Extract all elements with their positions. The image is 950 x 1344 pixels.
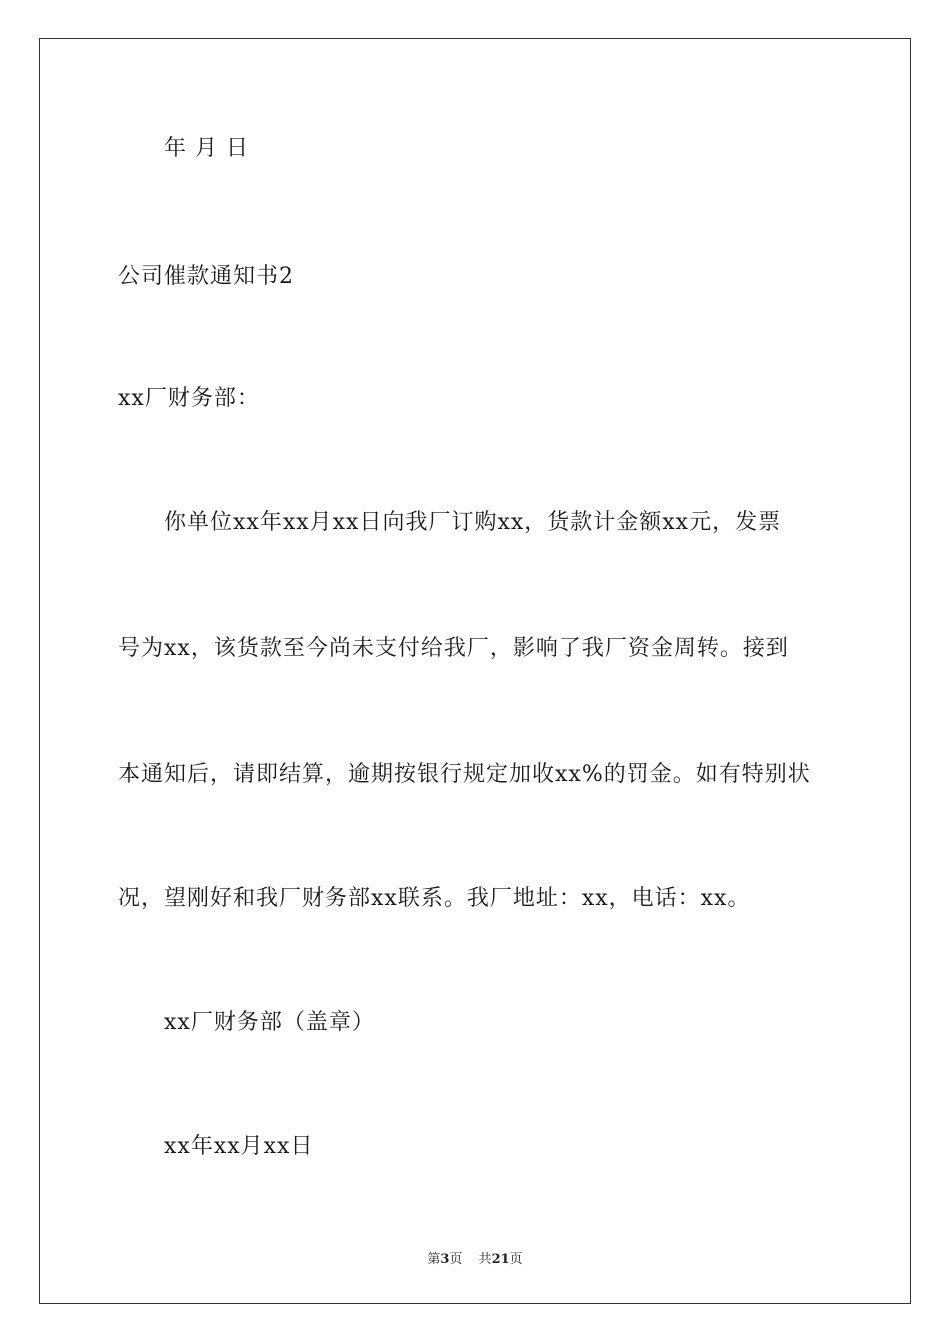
page-prefix: 第 xyxy=(427,1252,441,1267)
document-title: 公司催款通知书2 xyxy=(118,264,294,289)
page-frame xyxy=(39,38,911,1304)
body-line-4: 况，望刚好和我厂财务部xx联系。我厂地址：xx，电话：xx。 xyxy=(118,886,751,911)
page-suffix: 页 xyxy=(449,1252,463,1267)
total-pages: 21 xyxy=(491,1252,510,1267)
body-line-3: 本通知后，请即结算，逾期按银行规定加收xx%的罚金。如有特别状 xyxy=(118,762,811,787)
total-suffix: 页 xyxy=(509,1252,523,1267)
page-number: 3 xyxy=(440,1252,450,1267)
page-indicator xyxy=(427,1252,462,1267)
salutation: xx厂财务部： xyxy=(118,386,260,411)
signature: xx厂财务部（盖章） xyxy=(164,1010,375,1035)
date-blank: 年 月 日 xyxy=(164,136,249,161)
page-footer xyxy=(0,1248,950,1267)
body-line-2: 号为xx，该货款至今尚未支付给我厂，影响了我厂资金周转。接到 xyxy=(118,636,789,661)
total-prefix: 共 xyxy=(478,1252,492,1267)
sign-date: xx年xx月xx日 xyxy=(164,1134,314,1159)
body-line-1: 你单位xx年xx月xx日向我厂订购xx，货款计金额xx元，发票 xyxy=(164,510,782,535)
total-indicator xyxy=(479,1252,523,1267)
